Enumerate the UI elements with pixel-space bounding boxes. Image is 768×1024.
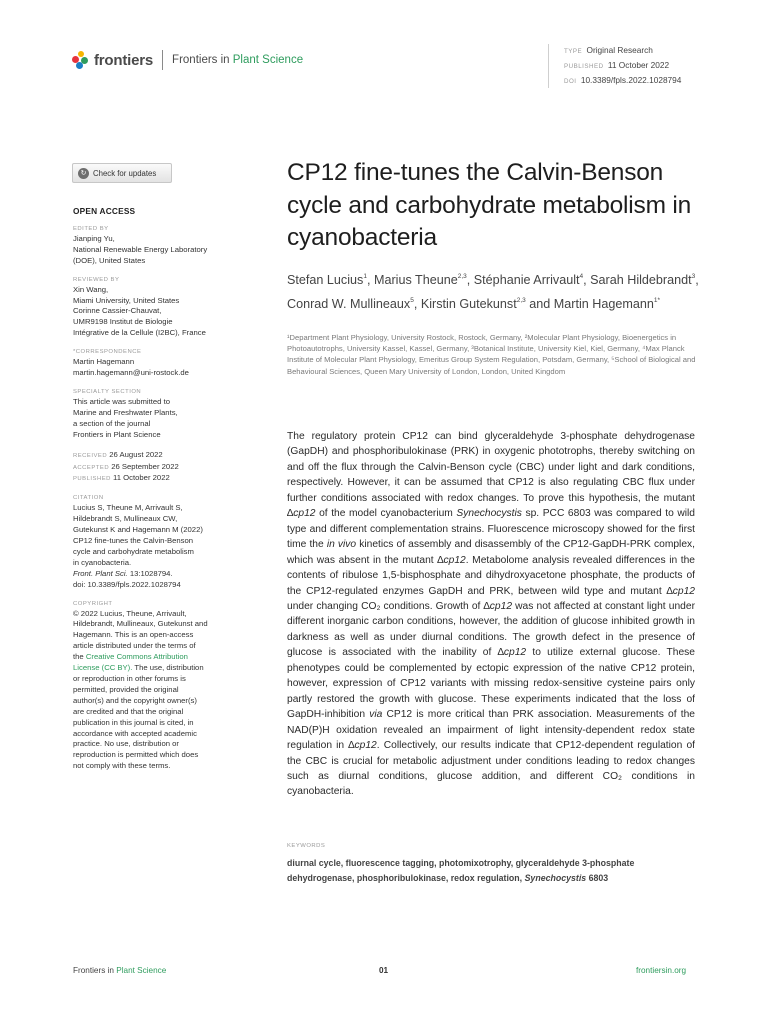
abstract-segment: in vivo bbox=[326, 539, 357, 551]
abstract-segment: via bbox=[369, 709, 383, 721]
article-type: TYPE Original Research bbox=[564, 45, 653, 55]
article-published: PUBLISHED 11 October 2022 bbox=[564, 59, 670, 70]
author-affiliation-marker: 4 bbox=[579, 273, 584, 280]
article-meta bbox=[548, 44, 681, 88]
journal-header bbox=[72, 50, 303, 70]
cc-license-link[interactable]: Creative Commons Attribution bbox=[85, 652, 188, 662]
abstract-segment: cp12 bbox=[354, 740, 377, 752]
correspondence-label: *CORRESPONDENCE bbox=[73, 349, 142, 356]
author-list: Stefan Lucius$^1$, Marius Theune$^{2,3}$, Stéphanie Arrivault$^4$, Sarah Hildebrandt$^3$, Conrad W. Mullineaux$^5$, Kirstin Gutekunst$^{2,3}$ and Martin Hagemann$^{1*}$ bbox=[287, 273, 699, 311]
received-date: RECEIVED 26 August 2022 bbox=[73, 449, 163, 459]
abstract-segment: cp12 bbox=[489, 600, 513, 612]
header-divider bbox=[162, 50, 163, 70]
abstract-segment: sp. PCC 6803 was compared to wild type and different complementation strains. Fluorescence microscopy showed for the first time the bbox=[287, 508, 695, 551]
footer-site-link[interactable]: frontiersin.org bbox=[636, 966, 687, 975]
abstract-segment: CP12 is more critical than PRK association. Measurements of the NAD(P)H oxidation revealed an impairment of light intensity-dependent redox state regulation in ∆ bbox=[287, 709, 695, 752]
abstract-segment: of the model cyanobacterium bbox=[315, 508, 457, 520]
abstract-segment: . Collectively, our results indicate that CP12-dependent regulation of the CBC is crucial for metabolic adjustment under conditions leading to redox changes such as diurnal conditions, glucose addition, and different CO₂ conditions in cyanobacteria. bbox=[287, 740, 695, 798]
abstract-segment: under changing CO₂ conditions. Growth of ∆ bbox=[287, 600, 490, 612]
author[interactable]: Stefan Lucius$^1$ bbox=[287, 273, 367, 287]
abstract-segment: to utilize external glucose. These phenotypes could be complemented by ectopic expression of the native CP12 protein, however, expression of CP12 variants with missing redox-sensitive cysteine pairs only partly restored the growth with glucose. These experiments indicated that the loss of GapDH-inhibition bbox=[287, 647, 695, 721]
abstract bbox=[287, 429, 695, 800]
cc-license-link-2[interactable]: License (CC BY). bbox=[73, 663, 133, 673]
author[interactable]: Sarah Hildebrandt$^3$ bbox=[590, 273, 696, 287]
reviewed-by-label: REVIEWED BY bbox=[73, 276, 120, 283]
author-affiliation-marker: 5 bbox=[410, 296, 414, 304]
author-affiliation-marker: 2,3 bbox=[516, 296, 526, 304]
frontiers-logo-text: frontiers bbox=[94, 51, 154, 69]
author-affiliation-marker: 3 bbox=[691, 273, 696, 280]
author[interactable]: Martin Hagemann$^{1*}$ bbox=[553, 296, 661, 311]
abstract-segment: was not affected at constant light under different inorganic carbon conditions, however, the addition of glucose inhibited growth in darkness as well as under diurnal conditions. The growth defect in the presence of glucose is associated with the inability of ∆ bbox=[287, 600, 695, 659]
author-affiliation-marker: 2,3 bbox=[457, 273, 467, 280]
frontiers-logo-icon bbox=[72, 51, 90, 69]
published-date: PUBLISHED 11 October 2022 bbox=[73, 473, 170, 483]
specialty-section-label: SPECIALTY SECTION bbox=[73, 388, 142, 395]
keywords: diurnal cycle, fluorescence tagging, photomixotrophy, glyceraldehyde 3-phosphate dehydrogenase, phosphoribulokinase, redox regulation, Synechocystis 6803 bbox=[287, 858, 635, 883]
page-number: 01 bbox=[379, 966, 389, 975]
article-doi[interactable]: DOI 10.3389/fpls.2022.1028794 bbox=[564, 74, 682, 85]
author[interactable]: Marius Theune$^{2,3}$ bbox=[373, 273, 467, 287]
author[interactable]: Conrad W. Mullineaux$^5$ bbox=[287, 296, 414, 311]
abstract-segment: Synechocystis bbox=[456, 508, 522, 520]
edited-by-label: EDITED BY bbox=[73, 225, 109, 232]
keywords-label: KEYWORDS bbox=[287, 843, 326, 849]
abstract-segment: cp12 bbox=[443, 554, 466, 566]
check-for-updates-button[interactable] bbox=[72, 163, 172, 183]
author[interactable]: Stéphanie Arrivault$^4$ bbox=[473, 273, 584, 287]
citation: Lucius S, Theune M, Arrivault S, Hildebrandt S, Mullineaux CW, Gutekunst K and Hagemann M (2022) CP12 fine-tunes the Calvin-Benson cycle and carbohydrate metabolism in cyanobacteria. Front. Plant Sci. 13:1028794. doi: 10.3389/fpls.2022.1028794 bbox=[73, 503, 203, 589]
author-affiliation-marker: 1 bbox=[363, 273, 367, 280]
reviewed-by: Xin Wang, Miami University, United States Corinne Cassier-Chauvat, UMR9198 Institut de Biologie Intégrative de la Cellule (I2BC), France bbox=[73, 284, 206, 338]
affiliations: ¹Department Plant Physiology, University Rostock, Rostock, Germany, ²Molecular Plant Physiology, Bioenergetics in Photoautotrophs, University Kassel, Kassel, Germany, ³Botanical Institute, University Kiel, Kiel, Germany, ⁴Max Planck Institute of Molecular Plant Physiology, Emeritus Group System Regulation, Potsdam, Germany, ⁵School of Biological and Behavioural Sciences, Queen Mary University of London, London, United Kingdom bbox=[287, 333, 696, 376]
author[interactable]: Kirstin Gutekunst$^{2,3}$ bbox=[420, 296, 526, 311]
open-access-label: OPEN ACCESS bbox=[73, 206, 136, 216]
specialty-section: This article was submitted to Marine and Freshwater Plants, a section of the journal Frontiers in Plant Science bbox=[73, 396, 178, 439]
check-for-updates-label: Check for updates bbox=[93, 168, 157, 178]
edited-by: Jianping Yu, National Renewable Energy Laboratory (DOE), United States bbox=[73, 233, 208, 265]
author-affiliation-marker: 1* bbox=[653, 296, 661, 304]
article-title: CP12 fine-tunes the Calvin-Benson cycle and carbohydrate metabolism in cyanobacteria bbox=[287, 159, 692, 251]
abstract-segment: cp12 bbox=[503, 647, 527, 659]
dates bbox=[73, 450, 233, 486]
check-update-icon: ↻ bbox=[78, 168, 89, 179]
abstract-segment: kinetics of assembly and disassembly of the CP12-GapDH-PRK complex, which was absent in the mutant ∆ bbox=[287, 539, 696, 566]
abstract-segment: . Metabolome analysis revealed differences in the contents of ribulose 1,5-bisphosphate and dihydroxyacetone phosphate, the products of the CP12-regulated enzymes GapDH and PRK, between wild type and mutant ∆ bbox=[287, 554, 695, 597]
correspondence-email[interactable]: martin.hagemann@uni-rostock.de bbox=[73, 368, 189, 378]
correspondence: Martin Hagemann martin.hagemann@uni-rostock.de bbox=[73, 357, 233, 379]
abstract-segment: cp12 bbox=[293, 508, 316, 520]
accepted-date: ACCEPTED 26 September 2022 bbox=[73, 461, 179, 471]
citation-label: CITATION bbox=[73, 495, 104, 502]
copyright-label: COPYRIGHT bbox=[73, 600, 113, 607]
copyright: © 2022 Lucius, Theune, Arrivault, Hildebrandt, Mullineaux, Gutekunst and Hagemann. This is an open-access article distributed under the terms of the Creative Commons Attribution License (CC BY). The use, distribution or reproduction in other forums is permitted, provided the original author(s) and the copyright owner(s) are credited and that the original publication in this journal is cited, in accordance with accepted academic practice. No use, distribution or reproduction is permitted which does not comply with these terms. bbox=[73, 608, 208, 771]
abstract-segment: The regulatory protein CP12 can bind glyceraldehyde 3-phosphate dehydrogenase (GapDH) and phosphoribulokinase (PRK) in oxygenic phototrophs, thereby switching on and off the flux through the Calvin-Benson cycle (CBC) under light and dark conditions, respectively. However, it can be assumed that CP12 is also regulating CBC flux under further conditions associated with redox changes. To prove this hypothesis, the mutant ∆ bbox=[287, 431, 695, 520]
footer-journal: Frontiers in Plant Science bbox=[73, 966, 167, 975]
journal-name[interactable]: Frontiers in Plant Science bbox=[172, 54, 304, 66]
abstract-segment: cp12 bbox=[672, 585, 695, 597]
article-sidebar bbox=[73, 206, 233, 772]
